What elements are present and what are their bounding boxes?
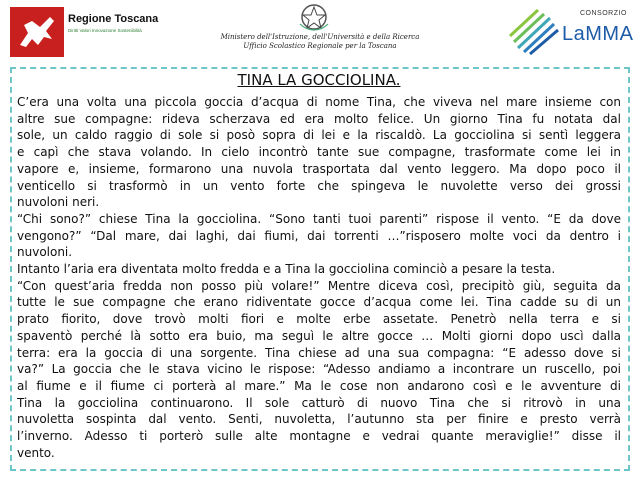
- story-line: prato fiorito, dove trovò molti fiori e molte erbe assetate. Penetrò nella terra e si: [17, 312, 621, 327]
- pegasus-icon: [10, 7, 64, 57]
- ministry-line-1: Ministero dell'Istruzione, dell'Università e della Ricerca: [220, 33, 420, 41]
- story-text: [17, 94, 621, 461]
- story-line: spaventò perché là sotto era buio, ma seguì le altre gocce … Molti giorni dopo uscì dalla: [17, 328, 621, 343]
- header: [0, 0, 638, 64]
- toscana-name: Regione Toscana: [68, 13, 159, 25]
- lamma-name: LaMMA: [562, 23, 634, 45]
- story-line: “Con quest’aria fredda non posso più volare!” Mentre diceva così, precipitò giù, seguita da: [17, 278, 621, 293]
- story-line: C’era una volta una piccola goccia d’acqua di nome Tina, che viveva nel mare insieme con: [17, 95, 621, 109]
- lamma-consorzio-label: CONSORZIO: [580, 10, 627, 17]
- lamma-logo: [508, 6, 632, 56]
- story-line: sole, un caldo raggio di sole si posò sopra di lei e la riscaldò. La gocciolina si sentì leggera: [17, 128, 621, 143]
- regione-toscana-logo: [10, 7, 200, 57]
- ministry-heading: [200, 33, 440, 51]
- story-line: Tina la gocciolina continuarono. Il sole catturò di nuovo Tina che si ritrovò in una: [17, 395, 621, 410]
- story-line: altre sue compagne: rideva scherzava ed era molto felice. Un giorno Tina fu notata dal: [17, 111, 621, 126]
- italian-emblem-icon: [296, 2, 332, 32]
- story-line: nuvoloni.: [17, 245, 73, 260]
- story-line: vengono?” “Dal mare, dai laghi, dai fiumi, dai torrenti …”risposero molte voci da dentro i: [17, 228, 621, 243]
- document-title: TINA LA GOCCIOLINA.: [237, 71, 401, 89]
- story-line: venticello si trasformò in un vento forte che spingeva le nuvolette verso dei grossi: [17, 178, 621, 193]
- story-line: nuvoloni neri.: [17, 195, 100, 210]
- story-line: tutte le sue compagne che erano ridiventate gocce d’acqua come lei. Tina cadde su di un: [17, 295, 621, 310]
- story-line: vento.: [17, 445, 55, 460]
- story-line: l’inverno. Adesso ti porterò sulle alte montagne e vedrai quante meraviglie!” disse il: [17, 429, 621, 444]
- ministry-line-2: Ufficio Scolastico Regionale per la Toscana: [243, 42, 397, 50]
- story-line: va?” La goccia che le stava vicino le rispose: “Adesso andiamo a incontrare un ruscello, poi: [17, 362, 621, 377]
- story-line: terra: era la goccia di una sorgente. Tina chiese ad una sua compagna: “E adesso dove si: [17, 345, 621, 360]
- story-line: al fiume e il fiume ci porterà al mare.” Ma le cose non andarono così e le avventure di: [17, 378, 621, 393]
- story-line: Intanto l’aria era diventata molto fredda e a Tina la gocciolina cominciò a pesare la testa.: [17, 262, 556, 277]
- lamma-stripes-icon: [508, 6, 560, 56]
- story-line: “Chi sono?” chiese Tina la gocciolina. “Sono tanti tuoi parenti” rispose il vento. “E da dove: [17, 211, 621, 226]
- story-line: vapore e, insieme, formarono una nuvola trasportata dal vento leggero. Ma dopo poco il: [17, 161, 621, 176]
- story-line: nuvoletta sospinta dal vento. Senti, nuvoletta, l’autunno sta per finire e presto verrà: [17, 412, 621, 427]
- toscana-tagline: Diritti Valori Innovazione Sostenibilità: [68, 28, 142, 33]
- story-line: e capì che stava volando. In cielo incontrò tante sue compagne, trasformate come lei in: [17, 145, 621, 160]
